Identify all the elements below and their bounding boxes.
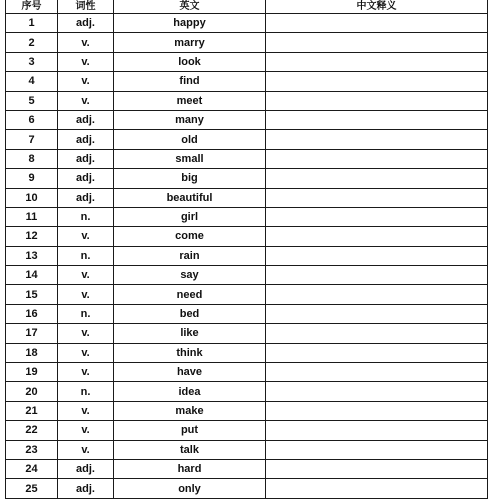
row-part-of-speech: v. — [58, 33, 114, 52]
table-row — [6, 207, 488, 226]
row-english-word: meet — [114, 91, 266, 110]
row-english-word: happy — [114, 14, 266, 33]
row-part-of-speech: v. — [58, 440, 114, 459]
row-part-of-speech: n. — [58, 207, 114, 226]
row-chinese-meaning — [266, 343, 488, 362]
row-number: 11 — [6, 207, 58, 226]
row-number: 14 — [6, 266, 58, 285]
row-part-of-speech: adj. — [58, 110, 114, 129]
header-english: 英文 — [114, 0, 266, 14]
table-row — [6, 304, 488, 323]
row-number: 10 — [6, 188, 58, 207]
row-number: 4 — [6, 72, 58, 91]
row-number: 6 — [6, 110, 58, 129]
row-part-of-speech: adj. — [58, 479, 114, 498]
row-part-of-speech: n. — [58, 246, 114, 265]
row-number: 18 — [6, 343, 58, 362]
row-part-of-speech: adj. — [58, 14, 114, 33]
row-number: 19 — [6, 363, 58, 382]
row-number: 24 — [6, 459, 58, 478]
row-chinese-meaning — [266, 188, 488, 207]
table-row — [6, 188, 488, 207]
table-header — [6, 0, 488, 14]
row-chinese-meaning — [266, 324, 488, 343]
row-part-of-speech: v. — [58, 285, 114, 304]
row-number: 15 — [6, 285, 58, 304]
row-english-word: have — [114, 363, 266, 382]
row-number: 12 — [6, 227, 58, 246]
row-english-word: need — [114, 285, 266, 304]
vocabulary-table — [5, 0, 488, 499]
table-row — [6, 363, 488, 382]
table-row — [6, 401, 488, 420]
table-row — [6, 324, 488, 343]
table-row — [6, 343, 488, 362]
row-part-of-speech: v. — [58, 91, 114, 110]
row-chinese-meaning — [266, 285, 488, 304]
row-number: 20 — [6, 382, 58, 401]
row-part-of-speech: v. — [58, 72, 114, 91]
table-row — [6, 246, 488, 265]
row-english-word: only — [114, 479, 266, 498]
row-part-of-speech: adj. — [58, 188, 114, 207]
row-part-of-speech: n. — [58, 382, 114, 401]
vocabulary-sheet — [5, 0, 487, 499]
row-number: 25 — [6, 479, 58, 498]
table-row — [6, 169, 488, 188]
row-chinese-meaning — [266, 459, 488, 478]
table-row — [6, 149, 488, 168]
row-english-word: find — [114, 72, 266, 91]
row-part-of-speech: v. — [58, 343, 114, 362]
row-part-of-speech: v. — [58, 227, 114, 246]
row-part-of-speech: v. — [58, 401, 114, 420]
row-chinese-meaning — [266, 72, 488, 91]
row-number: 23 — [6, 440, 58, 459]
table-row — [6, 440, 488, 459]
row-english-word: rain — [114, 246, 266, 265]
row-part-of-speech: v. — [58, 52, 114, 71]
row-chinese-meaning — [266, 52, 488, 71]
table-row — [6, 479, 488, 498]
row-number: 22 — [6, 421, 58, 440]
table-row — [6, 33, 488, 52]
row-chinese-meaning — [266, 382, 488, 401]
header-chinese-meaning: 中文释义 — [266, 0, 488, 14]
table-row — [6, 421, 488, 440]
row-chinese-meaning — [266, 91, 488, 110]
table-row — [6, 110, 488, 129]
row-number: 3 — [6, 52, 58, 71]
table-row — [6, 285, 488, 304]
row-number: 8 — [6, 149, 58, 168]
table-row — [6, 91, 488, 110]
row-english-word: big — [114, 169, 266, 188]
row-chinese-meaning — [266, 207, 488, 226]
row-chinese-meaning — [266, 110, 488, 129]
table-row — [6, 52, 488, 71]
table-row — [6, 266, 488, 285]
row-chinese-meaning — [266, 33, 488, 52]
table-row — [6, 459, 488, 478]
row-chinese-meaning — [266, 14, 488, 33]
row-english-word: talk — [114, 440, 266, 459]
row-english-word: put — [114, 421, 266, 440]
row-number: 17 — [6, 324, 58, 343]
row-chinese-meaning — [266, 363, 488, 382]
row-number: 5 — [6, 91, 58, 110]
row-english-word: marry — [114, 33, 266, 52]
row-number: 1 — [6, 14, 58, 33]
table-row — [6, 72, 488, 91]
row-part-of-speech: adj. — [58, 130, 114, 149]
row-english-word: think — [114, 343, 266, 362]
row-number: 9 — [6, 169, 58, 188]
row-part-of-speech: n. — [58, 304, 114, 323]
row-english-word: small — [114, 149, 266, 168]
row-part-of-speech: v. — [58, 266, 114, 285]
row-chinese-meaning — [266, 169, 488, 188]
row-english-word: look — [114, 52, 266, 71]
table-row — [6, 382, 488, 401]
row-english-word: come — [114, 227, 266, 246]
table-row — [6, 14, 488, 33]
table-row — [6, 227, 488, 246]
row-number: 2 — [6, 33, 58, 52]
row-part-of-speech: v. — [58, 324, 114, 343]
row-part-of-speech: adj. — [58, 169, 114, 188]
table-body — [6, 14, 488, 499]
row-english-word: beautiful — [114, 188, 266, 207]
row-english-word: bed — [114, 304, 266, 323]
row-chinese-meaning — [266, 246, 488, 265]
row-english-word: many — [114, 110, 266, 129]
row-english-word: girl — [114, 207, 266, 226]
row-chinese-meaning — [266, 440, 488, 459]
row-chinese-meaning — [266, 401, 488, 420]
row-chinese-meaning — [266, 421, 488, 440]
row-part-of-speech: adj. — [58, 149, 114, 168]
row-part-of-speech: v. — [58, 421, 114, 440]
row-number: 7 — [6, 130, 58, 149]
row-number: 21 — [6, 401, 58, 420]
table-row — [6, 130, 488, 149]
row-chinese-meaning — [266, 266, 488, 285]
row-number: 16 — [6, 304, 58, 323]
row-chinese-meaning — [266, 479, 488, 498]
row-number: 13 — [6, 246, 58, 265]
row-english-word: make — [114, 401, 266, 420]
row-english-word: idea — [114, 382, 266, 401]
row-english-word: old — [114, 130, 266, 149]
header-number: 序号 — [6, 0, 58, 14]
row-part-of-speech: v. — [58, 363, 114, 382]
row-english-word: like — [114, 324, 266, 343]
header-row — [6, 0, 488, 14]
row-part-of-speech: adj. — [58, 459, 114, 478]
row-english-word: hard — [114, 459, 266, 478]
row-chinese-meaning — [266, 227, 488, 246]
row-english-word: say — [114, 266, 266, 285]
header-part-of-speech: 词性 — [58, 0, 114, 14]
row-chinese-meaning — [266, 149, 488, 168]
row-chinese-meaning — [266, 130, 488, 149]
row-chinese-meaning — [266, 304, 488, 323]
